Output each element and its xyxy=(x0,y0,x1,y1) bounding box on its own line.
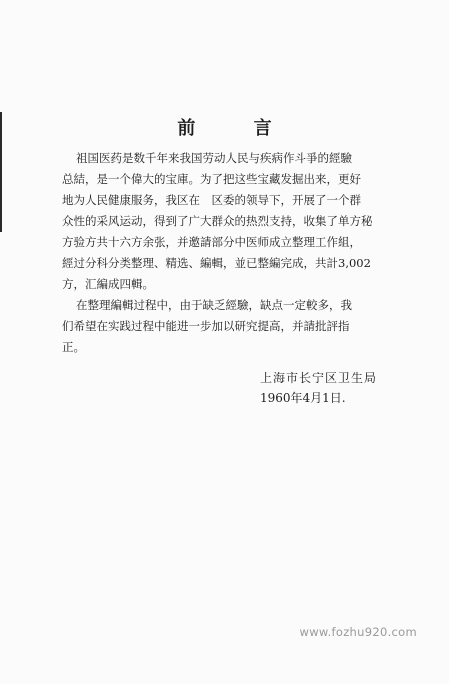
paragraph-line: 經过分科分类整理、精选、編輯，並已整編完成，共計3,002 xyxy=(62,256,371,270)
watermark-text: www.fozhu920.com xyxy=(299,625,417,639)
signature-date: 1960年4月1日. xyxy=(260,391,346,405)
paragraph-line: 地为人民健康服务，我区在 区委的领导下，开展了一个群 xyxy=(62,193,361,207)
page-title: 前 言 xyxy=(177,118,298,139)
paragraph-line: 方验方共十六方余张，并邀請部分中医师成立整理工作組， xyxy=(62,235,361,249)
paragraph-line: 祖国医药是数千年来我国劳动人民与疾病作斗爭的經驗 xyxy=(76,151,352,165)
paragraph-line: 众性的采风运动，得到了广大群众的热烈支持，收集了单方秘 xyxy=(62,214,373,228)
paragraph-line: 们希望在实践过程中能进一步加以研究提高，并請批評指 xyxy=(62,319,350,333)
paragraph-line: 在整理編輯过程中，由于缺乏經驗，缺点一定較多，我 xyxy=(76,298,352,312)
paragraph-line: 方，汇編成四輯。 xyxy=(62,277,154,291)
paragraph-line: 正。 xyxy=(62,340,85,354)
paragraph-line: 总結，是一个偉大的宝庫。为了把这些宝藏发掘出来，更好 xyxy=(62,172,361,186)
signature-organization: 上海市长宁区卫生局 xyxy=(260,371,378,385)
